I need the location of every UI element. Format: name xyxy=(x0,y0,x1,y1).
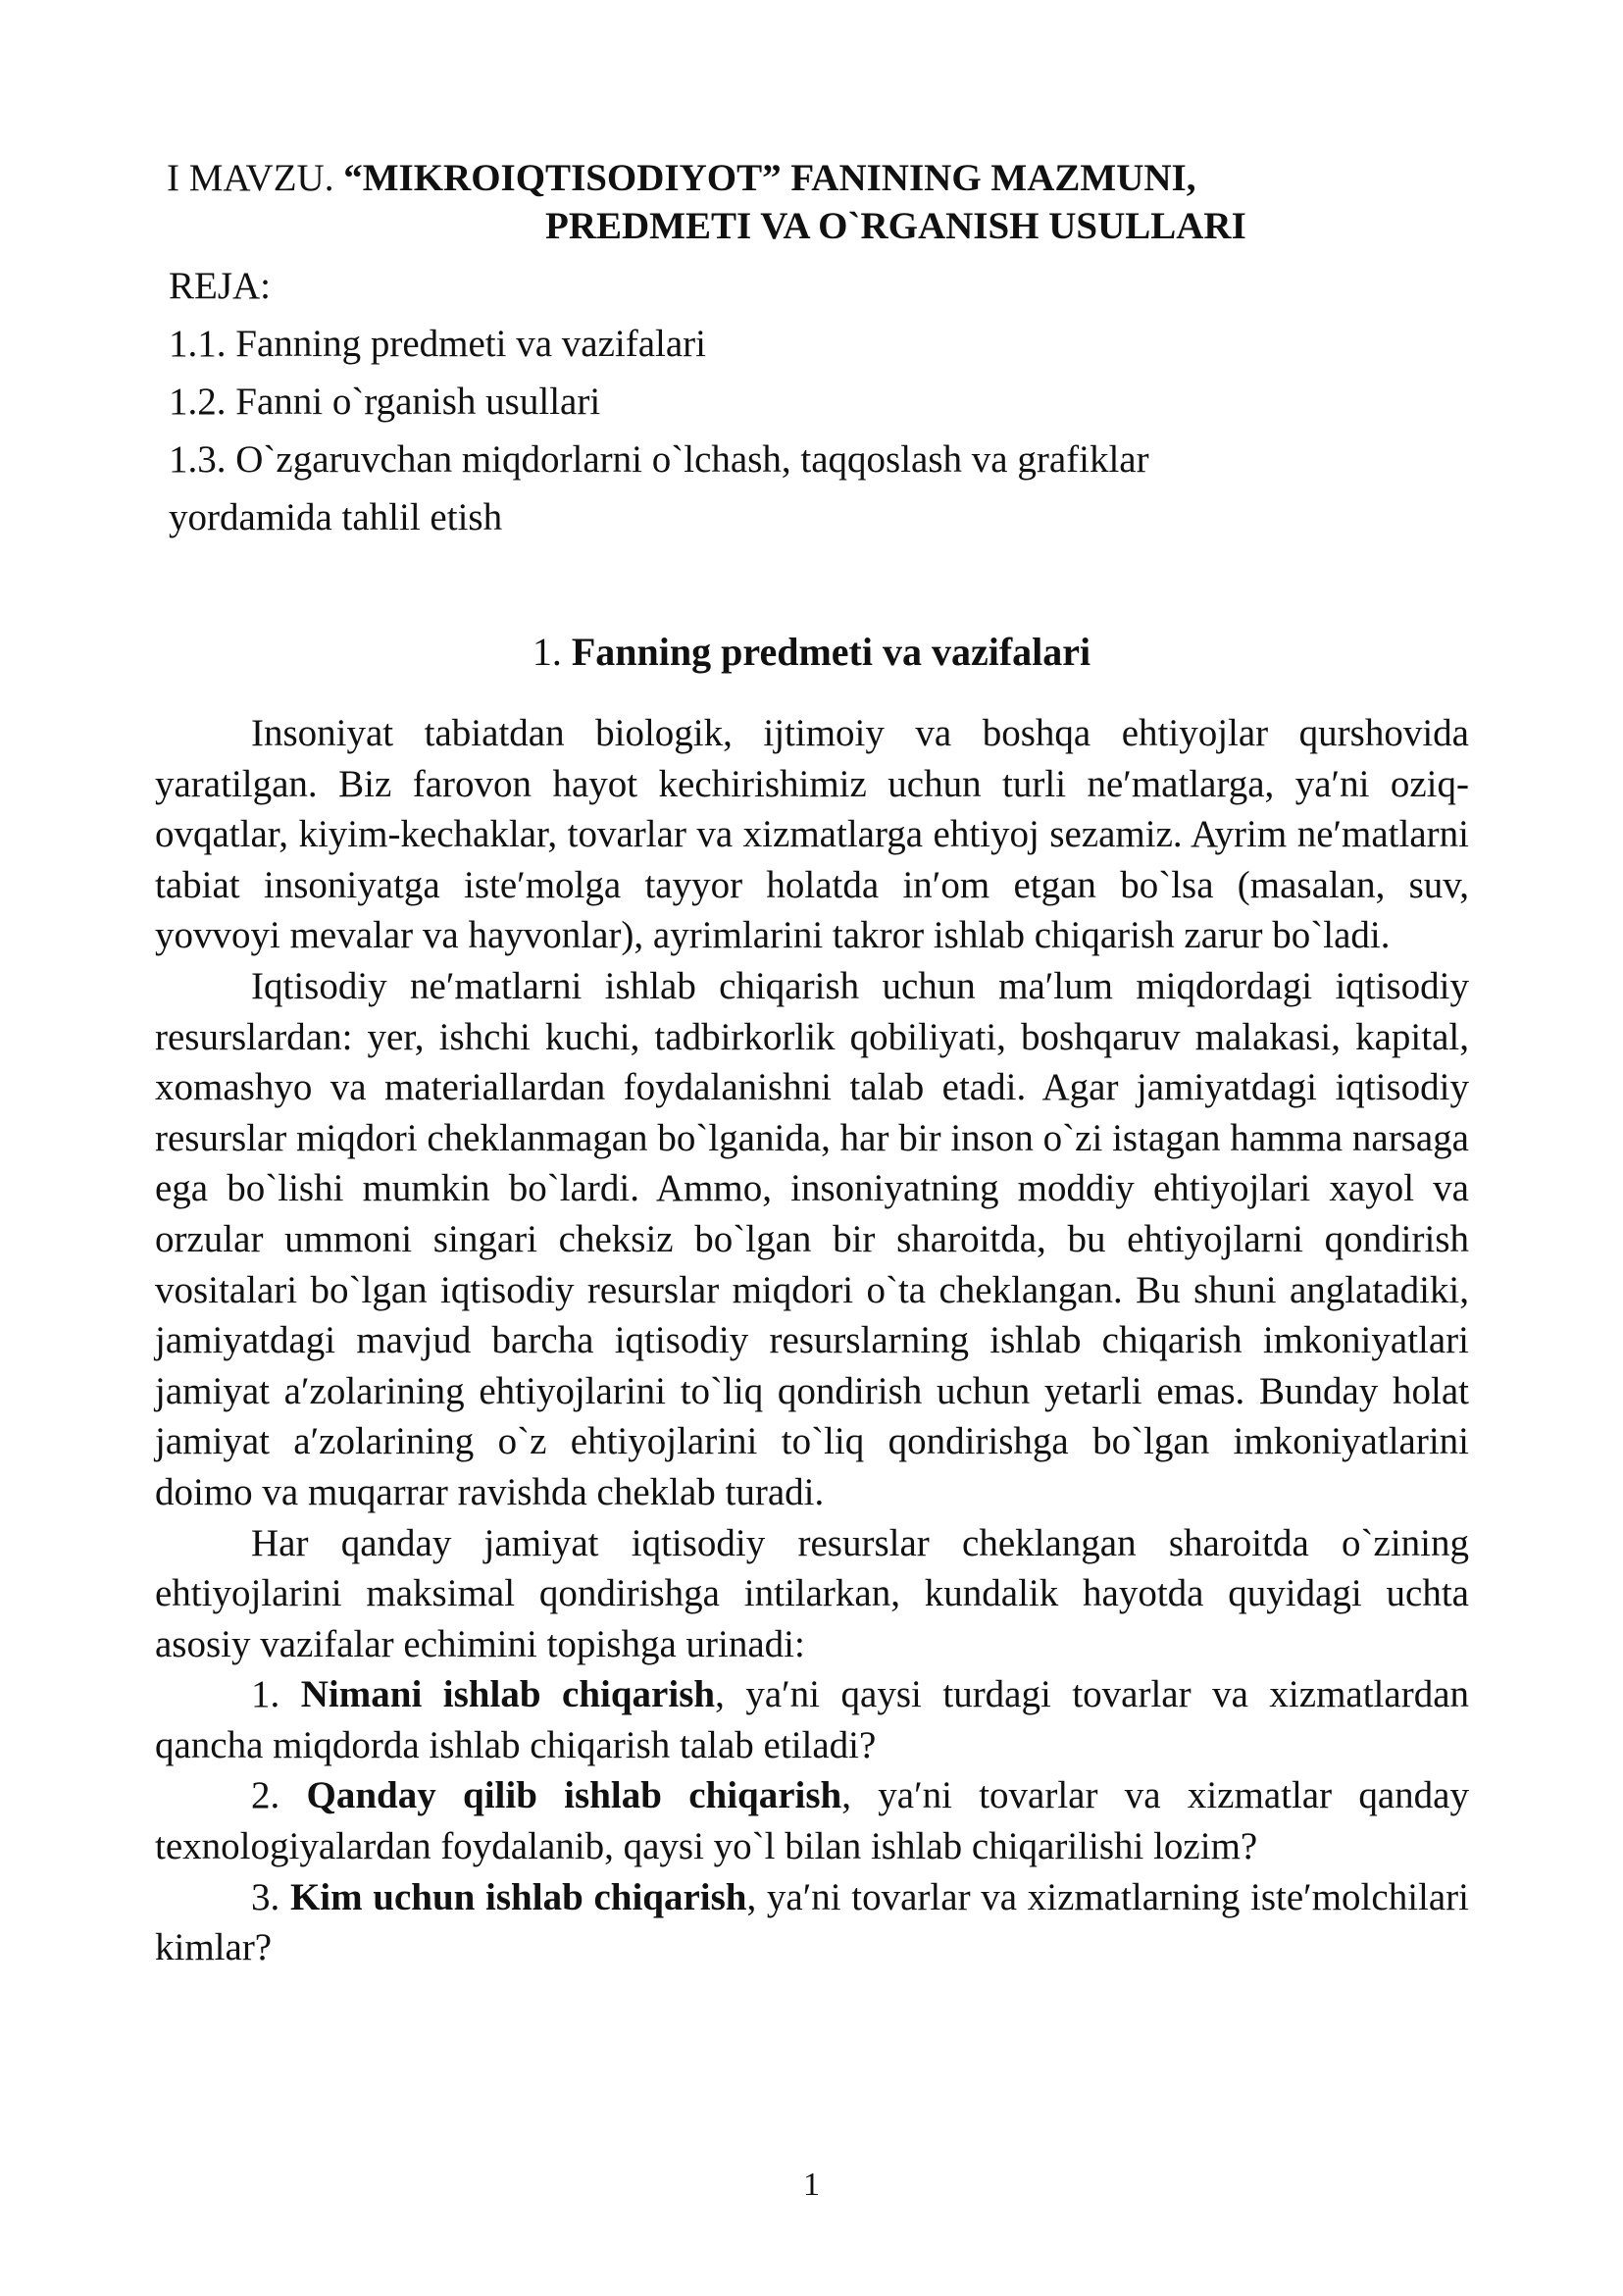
task-number: 2. xyxy=(251,1774,307,1817)
task-rest: , ya′ni qaysi turdagi tovarlar va xizmatlardan qancha miqdorda ishlab chiqarish talab etiladi? xyxy=(155,1673,1470,1766)
task-bold: Qanday qilib ishlab chiqarish xyxy=(306,1774,842,1817)
section-number: 1. xyxy=(532,630,572,674)
paragraph: Har qanday jamiyat iqtisodiy resurslar cheklangan sharoitda o`zining ehtiyojlarini maksimal qondirishga intilarkan, kundalik hayotda quyidagi uchta asosiy vazifalar echimini topishga urinadi: xyxy=(155,1521,1469,1665)
plan-item: 1.2. Fanni o`rganish usullari xyxy=(169,381,601,423)
plan-item: 1.1. Fanning predmeti va vazifalari xyxy=(169,323,706,365)
task-item xyxy=(155,1872,1469,1973)
plan-item-continuation: yordamida tahlil etish xyxy=(169,496,503,538)
topic-prefix: I MAVZU. xyxy=(167,157,344,199)
task-number: 3. xyxy=(251,1875,290,1918)
plan-label: REJA: xyxy=(169,265,272,307)
paragraph: Iqtisodiy ne′matlarni ishlab chiqarish uchun ma′lum miqdordagi iqtisodiy resurslardan: yer, ishchi kuchi, tadbirkorlik qobiliyati, boshqaruv malakasi, kapital, xomashyo va materiallardan foydalanishni talab etadi. Agar jamiyatdagi iqtisodiy resurslar miqdori cheklanmagan bo`lganida, har bir inson o`zi istagan hamma narsaga ega bo`lishi mumkin bo`lardi. Ammo, insoniyatning moddiy ehtiyojlari xayol va orzular ummoni singari cheksiz bo`lgan bir sharoitda, bu ehtiyojlarni qondirish vositalari bo`lgan iqtisodiy resurslar miqdori o`ta cheklangan. Bu shuni anglatadiki, jamiyatdagi mavjud barcha iqtisodiy resurslarning ishlab chiqarish imkoniyatlari jamiyat a′zolarining ehtiyojlarini to`liq qondirish uchun yetarli emas. Bunday holat jamiyat a′zolarining o`z ehtiyojlarini to`liq qondirishga bo`lgan imkoniyatlarini doimo va muqarrar ravishda cheklab turadi. xyxy=(155,964,1469,1513)
task-item xyxy=(155,1770,1469,1871)
body-text xyxy=(155,708,1469,1973)
paragraph: Insoniyat tabiatdan biologik, ijtimoiy va boshqa ehtiyojlar qurshovida yaratilgan. Biz farovon hayot kechirishimiz uchun turli ne′matlarga, ya′ni oziq-ovqatlar, kiyim-kechaklar, tovarlar va xizmatlarga ehtiyoj sezamiz. Ayrim ne′matlarni tabiat insoniyatga iste′molga tayyor holatda in′om etgan bo`lsa (masalan, suv, yovvoyi mevalar va hayvonlar), ayrimlarini takror ishlab chiqarish zarur bo`ladi. xyxy=(155,712,1469,957)
task-bold: Kim uchun ishlab chiqarish xyxy=(289,1875,747,1918)
section-title: Fanning predmeti va vazifalari xyxy=(571,630,1091,674)
task-rest: , ya′ni tovarlar va xizmatlar qanday texnologiyalardan foydalanib, qaysi yo`l bilan ishlab chiqarilishi lozim? xyxy=(155,1774,1469,1868)
task-number: 1. xyxy=(251,1673,301,1716)
topic-title-part-1: “MIKROIQTISODIYOT” FANINING MAZMUNI, xyxy=(343,157,1196,199)
task-bold: Nimani ishlab chiqarish xyxy=(300,1673,716,1716)
topic-title-line-1 xyxy=(167,153,1195,204)
page-number: 1 xyxy=(803,2167,820,2203)
task-item xyxy=(155,1669,1469,1770)
section-heading xyxy=(0,627,1623,678)
topic-title-line-2: PREDMETI VA O`RGANISH USULLARI xyxy=(545,205,1246,247)
plan-item: 1.3. O`zgaruvchan miqdorlarni o`lchash, taqqoslash va grafiklar xyxy=(169,438,1149,481)
plan-block xyxy=(169,257,1444,546)
task-rest: , ya′ni tovarlar va xizmatlarning iste′molchilari kimlar? xyxy=(155,1875,1470,1969)
